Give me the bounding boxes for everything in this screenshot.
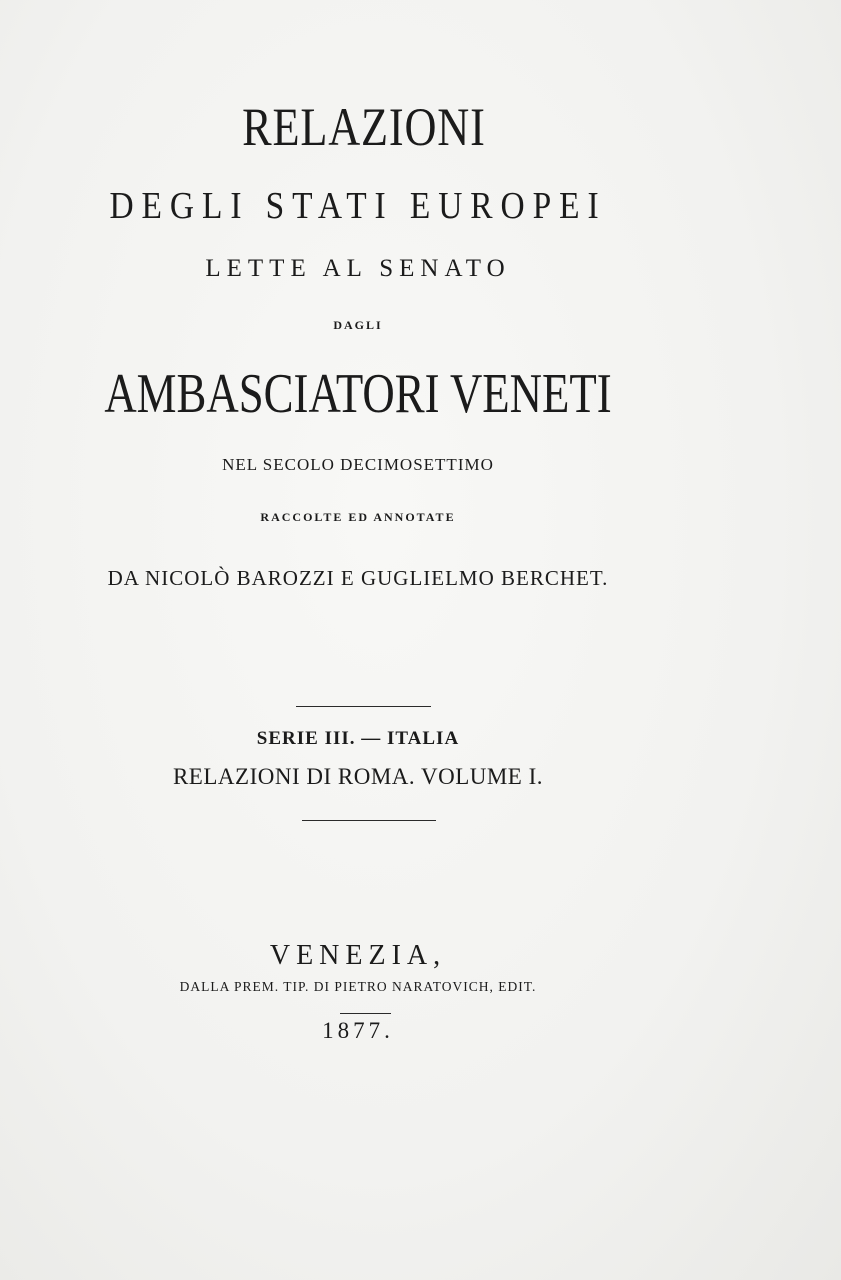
collected-line: RACCOLTE ED ANNOTATE <box>260 510 456 524</box>
subtitle-line-2: LETTE AL SENATO <box>205 255 511 282</box>
title: RELAZIONI <box>242 97 486 157</box>
imprint-year: 1877. <box>322 1018 394 1043</box>
century-line: NEL SECOLO DECIMOSETTIMO <box>222 455 494 474</box>
imprint-publisher: DALLA PREM. TIP. DI PIETRO NARATOVICH, EDIT. <box>179 979 537 994</box>
imprint-city: VENEZIA, <box>269 940 447 971</box>
divider-year <box>340 1013 391 1014</box>
divider-top <box>296 706 431 707</box>
divider-bottom <box>302 820 436 821</box>
editors-line: DA NICOLÒ BAROZZI E GUGLIELMO BERCHET. <box>107 566 609 590</box>
subtitle-line-1: DEGLI STATI EUROPEI <box>109 185 607 227</box>
connector-word: DAGLI <box>333 318 383 332</box>
main-heading: AMBASCIATORI VENETI <box>104 363 612 425</box>
volume-label: RELAZIONI DI ROMA. VOLUME I. <box>172 764 544 789</box>
series-label: SERIE III. — ITALIA <box>256 728 460 749</box>
